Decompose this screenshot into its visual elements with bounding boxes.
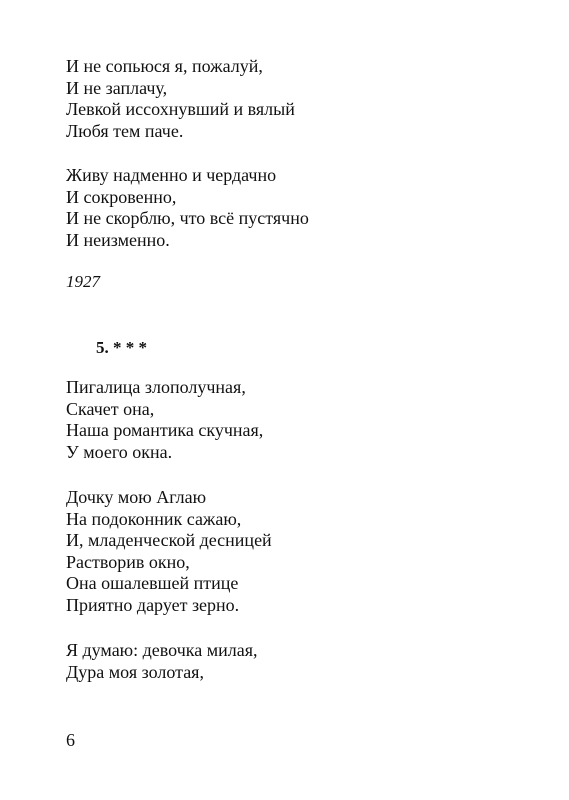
verse-line: Скачет она, bbox=[66, 398, 155, 419]
page-number: 6 bbox=[66, 730, 75, 750]
verse-line: Растворив окно, bbox=[66, 551, 190, 572]
verse-line: И не скорблю, что всё пустячно bbox=[66, 208, 309, 229]
verse-line: Дура моя золотая, bbox=[66, 661, 204, 682]
verse-line: И не сопьюся я, пожалуй, bbox=[66, 56, 263, 76]
stanza-2 bbox=[66, 165, 309, 251]
verse-line: Наша романтика скучная, bbox=[66, 420, 264, 441]
verse-line: И не заплачу, bbox=[66, 77, 168, 98]
verse-line: И сокровенно, bbox=[66, 186, 177, 207]
poem-year: 1927 bbox=[66, 272, 100, 291]
poem-heading: 5. * * * bbox=[96, 338, 147, 357]
verse-line: Дочку мою Аглаю bbox=[66, 487, 207, 507]
stanza-3 bbox=[66, 377, 263, 463]
verse-line: Приятно дарует зерно. bbox=[66, 594, 240, 615]
verse-line: Пигалица злополучная, bbox=[66, 377, 246, 397]
verse-line: И неизменно. bbox=[66, 229, 170, 250]
stanza-4 bbox=[66, 487, 272, 617]
verse-line: И, младенческой десницей bbox=[66, 530, 272, 551]
verse-line: Любя тем паче. bbox=[66, 120, 184, 141]
verse-line: На подоконник сажаю, bbox=[66, 508, 242, 529]
verse-line: Она ошалевшей птице bbox=[66, 573, 239, 594]
verse-line: У моего окна. bbox=[66, 441, 173, 462]
stanza-5 bbox=[66, 640, 257, 683]
stanza-1 bbox=[66, 56, 295, 142]
verse-line: Живу надменно и чердачно bbox=[66, 165, 277, 185]
verse-line: Я думаю: девочка милая, bbox=[66, 640, 258, 660]
verse-line: Левкой иссохнувший и вялый bbox=[66, 99, 295, 120]
